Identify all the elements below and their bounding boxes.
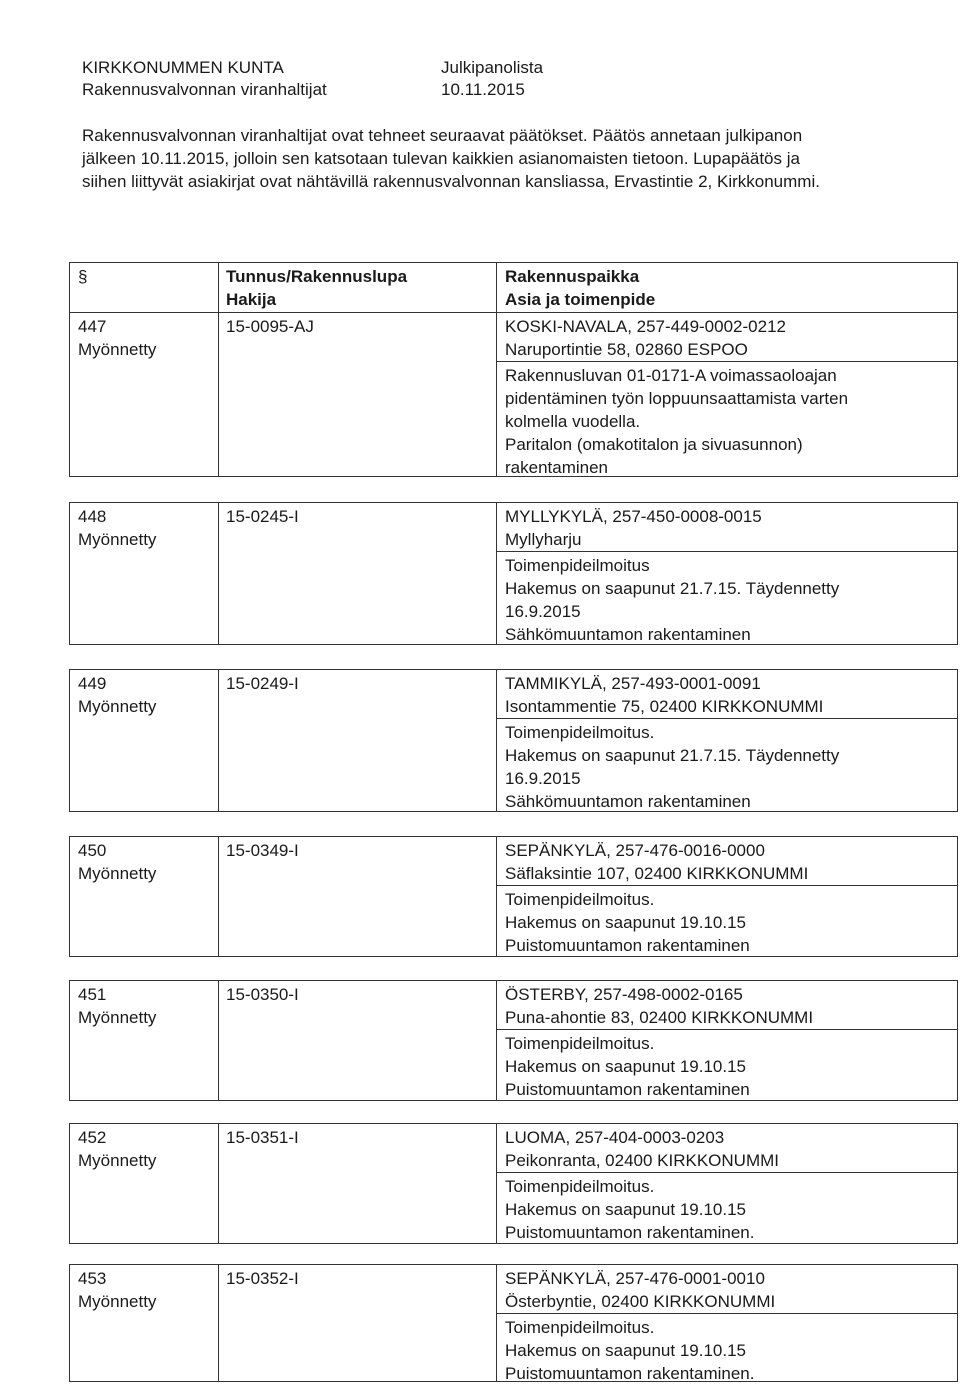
permit-id: 15-0352-I	[226, 1269, 299, 1288]
intro-line: siihen liittyvät asiakirjat ovat nähtävillä rakennusvalvonnan kansliassa, Ervastintie 2, Kirkkonummi.	[82, 172, 820, 191]
entry-number: 451	[78, 985, 107, 1004]
decision-table-452	[69, 1123, 958, 1244]
address-line: Myllyharju	[505, 530, 582, 549]
intro-line: Rakennusvalvonnan viranhaltijat ovat tehneet seuraavat päätökset. Päätös annetaan julkipanon	[82, 126, 803, 145]
entry-number: 450	[78, 841, 107, 860]
permit-id: 15-0350-I	[226, 985, 299, 1004]
action-line: 16.9.2015	[505, 769, 581, 788]
entry-status: Myönnetty	[78, 697, 157, 716]
action-line: Hakemus on saapunut 19.10.15	[505, 1341, 747, 1360]
action-line: Hakemus on saapunut 19.10.15	[505, 1057, 747, 1076]
location-line: LUOMA, 257-404-0003-0203	[505, 1128, 725, 1147]
permit-id: 15-0249-I	[226, 674, 299, 693]
action-line: rakentaminen	[505, 458, 609, 477]
location-line: SEPÄNKYLÄ, 257-476-0001-0010	[505, 1269, 765, 1288]
entry-number: 452	[78, 1128, 107, 1147]
location-line: SEPÄNKYLÄ, 257-476-0016-0000	[505, 841, 765, 860]
entry-status: Myönnetty	[78, 1292, 157, 1311]
action-line: Hakemus on saapunut 19.10.15	[505, 913, 747, 932]
action-line: Toimenpideilmoitus.	[505, 1177, 655, 1196]
location-line: TAMMIKYLÄ, 257-493-0001-0091	[505, 674, 761, 693]
column-header-id: Tunnus/Rakennuslupa	[226, 267, 408, 286]
id-column	[218, 263, 497, 476]
entry-status: Myönnetty	[78, 530, 157, 549]
entry-number: 448	[78, 507, 107, 526]
permit-id: 15-0095-AJ	[226, 317, 314, 336]
column-header-location: Rakennuspaikka	[505, 267, 640, 286]
address-line: Isontammentie 75, 02400 KIRKKONUMMI	[505, 697, 824, 716]
section-symbol: §	[78, 267, 88, 286]
intro-paragraph	[82, 124, 942, 193]
action-line: Hakemus on saapunut 21.7.15. Täydennetty	[505, 579, 840, 598]
permit-id: 15-0351-I	[226, 1128, 299, 1147]
decision-table-450	[69, 836, 958, 957]
decision-table-451	[69, 980, 958, 1101]
action-line: Paritalon (omakotitalon ja sivuasunnon)	[505, 435, 803, 454]
action-line: 16.9.2015	[505, 602, 581, 621]
decision-table-453	[69, 1264, 958, 1382]
entry-status: Myönnetty	[78, 1008, 157, 1027]
action-line: Hakemus on saapunut 21.7.15. Täydennetty	[505, 746, 840, 765]
location-line: MYLLYKYLÄ, 257-450-0008-0015	[505, 507, 762, 526]
address-line: Naruportintie 58, 02860 ESPOO	[505, 340, 748, 359]
location-line: KOSKI-NAVALA, 257-449-0002-0212	[505, 317, 786, 336]
section-column	[70, 263, 219, 476]
entry-number: 449	[78, 674, 107, 693]
org-name: KIRKKONUMMEN KUNTA	[82, 58, 284, 77]
header-right	[441, 57, 543, 101]
action-line: kolmella vuodella.	[505, 412, 641, 431]
entry-number: 447	[78, 317, 107, 336]
action-line: Toimenpideilmoitus.	[505, 1318, 655, 1337]
entry-status: Myönnetty	[78, 340, 157, 359]
action-line: pidentäminen työn loppuunsaattamista varten	[505, 389, 849, 408]
location-line: ÖSTERBY, 257-498-0002-0165	[505, 985, 743, 1004]
permit-id: 15-0245-I	[226, 507, 299, 526]
action-line: Sähkömuuntamon rakentaminen	[505, 625, 751, 644]
document-date: 10.11.2015	[441, 80, 525, 99]
header-left	[82, 57, 442, 101]
action-line: Puistomuuntamon rakentaminen.	[505, 1223, 755, 1242]
decision-table-447	[69, 262, 958, 477]
action-line: Puistomuuntamon rakentaminen	[505, 936, 750, 955]
department: Rakennusvalvonnan viranhaltijat	[82, 80, 327, 99]
action-line: Rakennusluvan 01-0171-A voimassaoloajan	[505, 366, 837, 385]
address-line: Säflaksintie 107, 02400 KIRKKONUMMI	[505, 864, 809, 883]
entry-number: 453	[78, 1269, 107, 1288]
location-column	[496, 263, 957, 476]
address-line: Österbyntie, 02400 KIRKKONUMMI	[505, 1292, 776, 1311]
address-line: Puna-ahontie 83, 02400 KIRKKONUMMI	[505, 1008, 814, 1027]
action-line: Hakemus on saapunut 19.10.15	[505, 1200, 747, 1219]
action-line: Toimenpideilmoitus.	[505, 890, 655, 909]
action-line: Toimenpideilmoitus.	[505, 723, 655, 742]
entry-status: Myönnetty	[78, 1151, 157, 1170]
decision-table-448	[69, 502, 958, 645]
action-line: Toimenpideilmoitus	[505, 556, 650, 575]
action-line: Puistomuuntamon rakentaminen.	[505, 1364, 755, 1383]
decision-table-449	[69, 669, 958, 812]
entry-status: Myönnetty	[78, 864, 157, 883]
address-line: Peikonranta, 02400 KIRKKONUMMI	[505, 1151, 780, 1170]
action-line: Sähkömuuntamon rakentaminen	[505, 792, 751, 811]
action-line: Toimenpideilmoitus.	[505, 1034, 655, 1053]
document-type: Julkipanolista	[441, 58, 544, 77]
action-line: Puistomuuntamon rakentaminen	[505, 1080, 750, 1099]
column-header-action: Asia ja toimenpide	[505, 290, 656, 309]
column-header-applicant: Hakija	[226, 290, 277, 309]
permit-id: 15-0349-I	[226, 841, 299, 860]
intro-line: jälkeen 10.11.2015, jolloin sen katsotaan tulevan kaikkien asianomaisten tietoon. Lupapäätös ja	[82, 149, 800, 168]
